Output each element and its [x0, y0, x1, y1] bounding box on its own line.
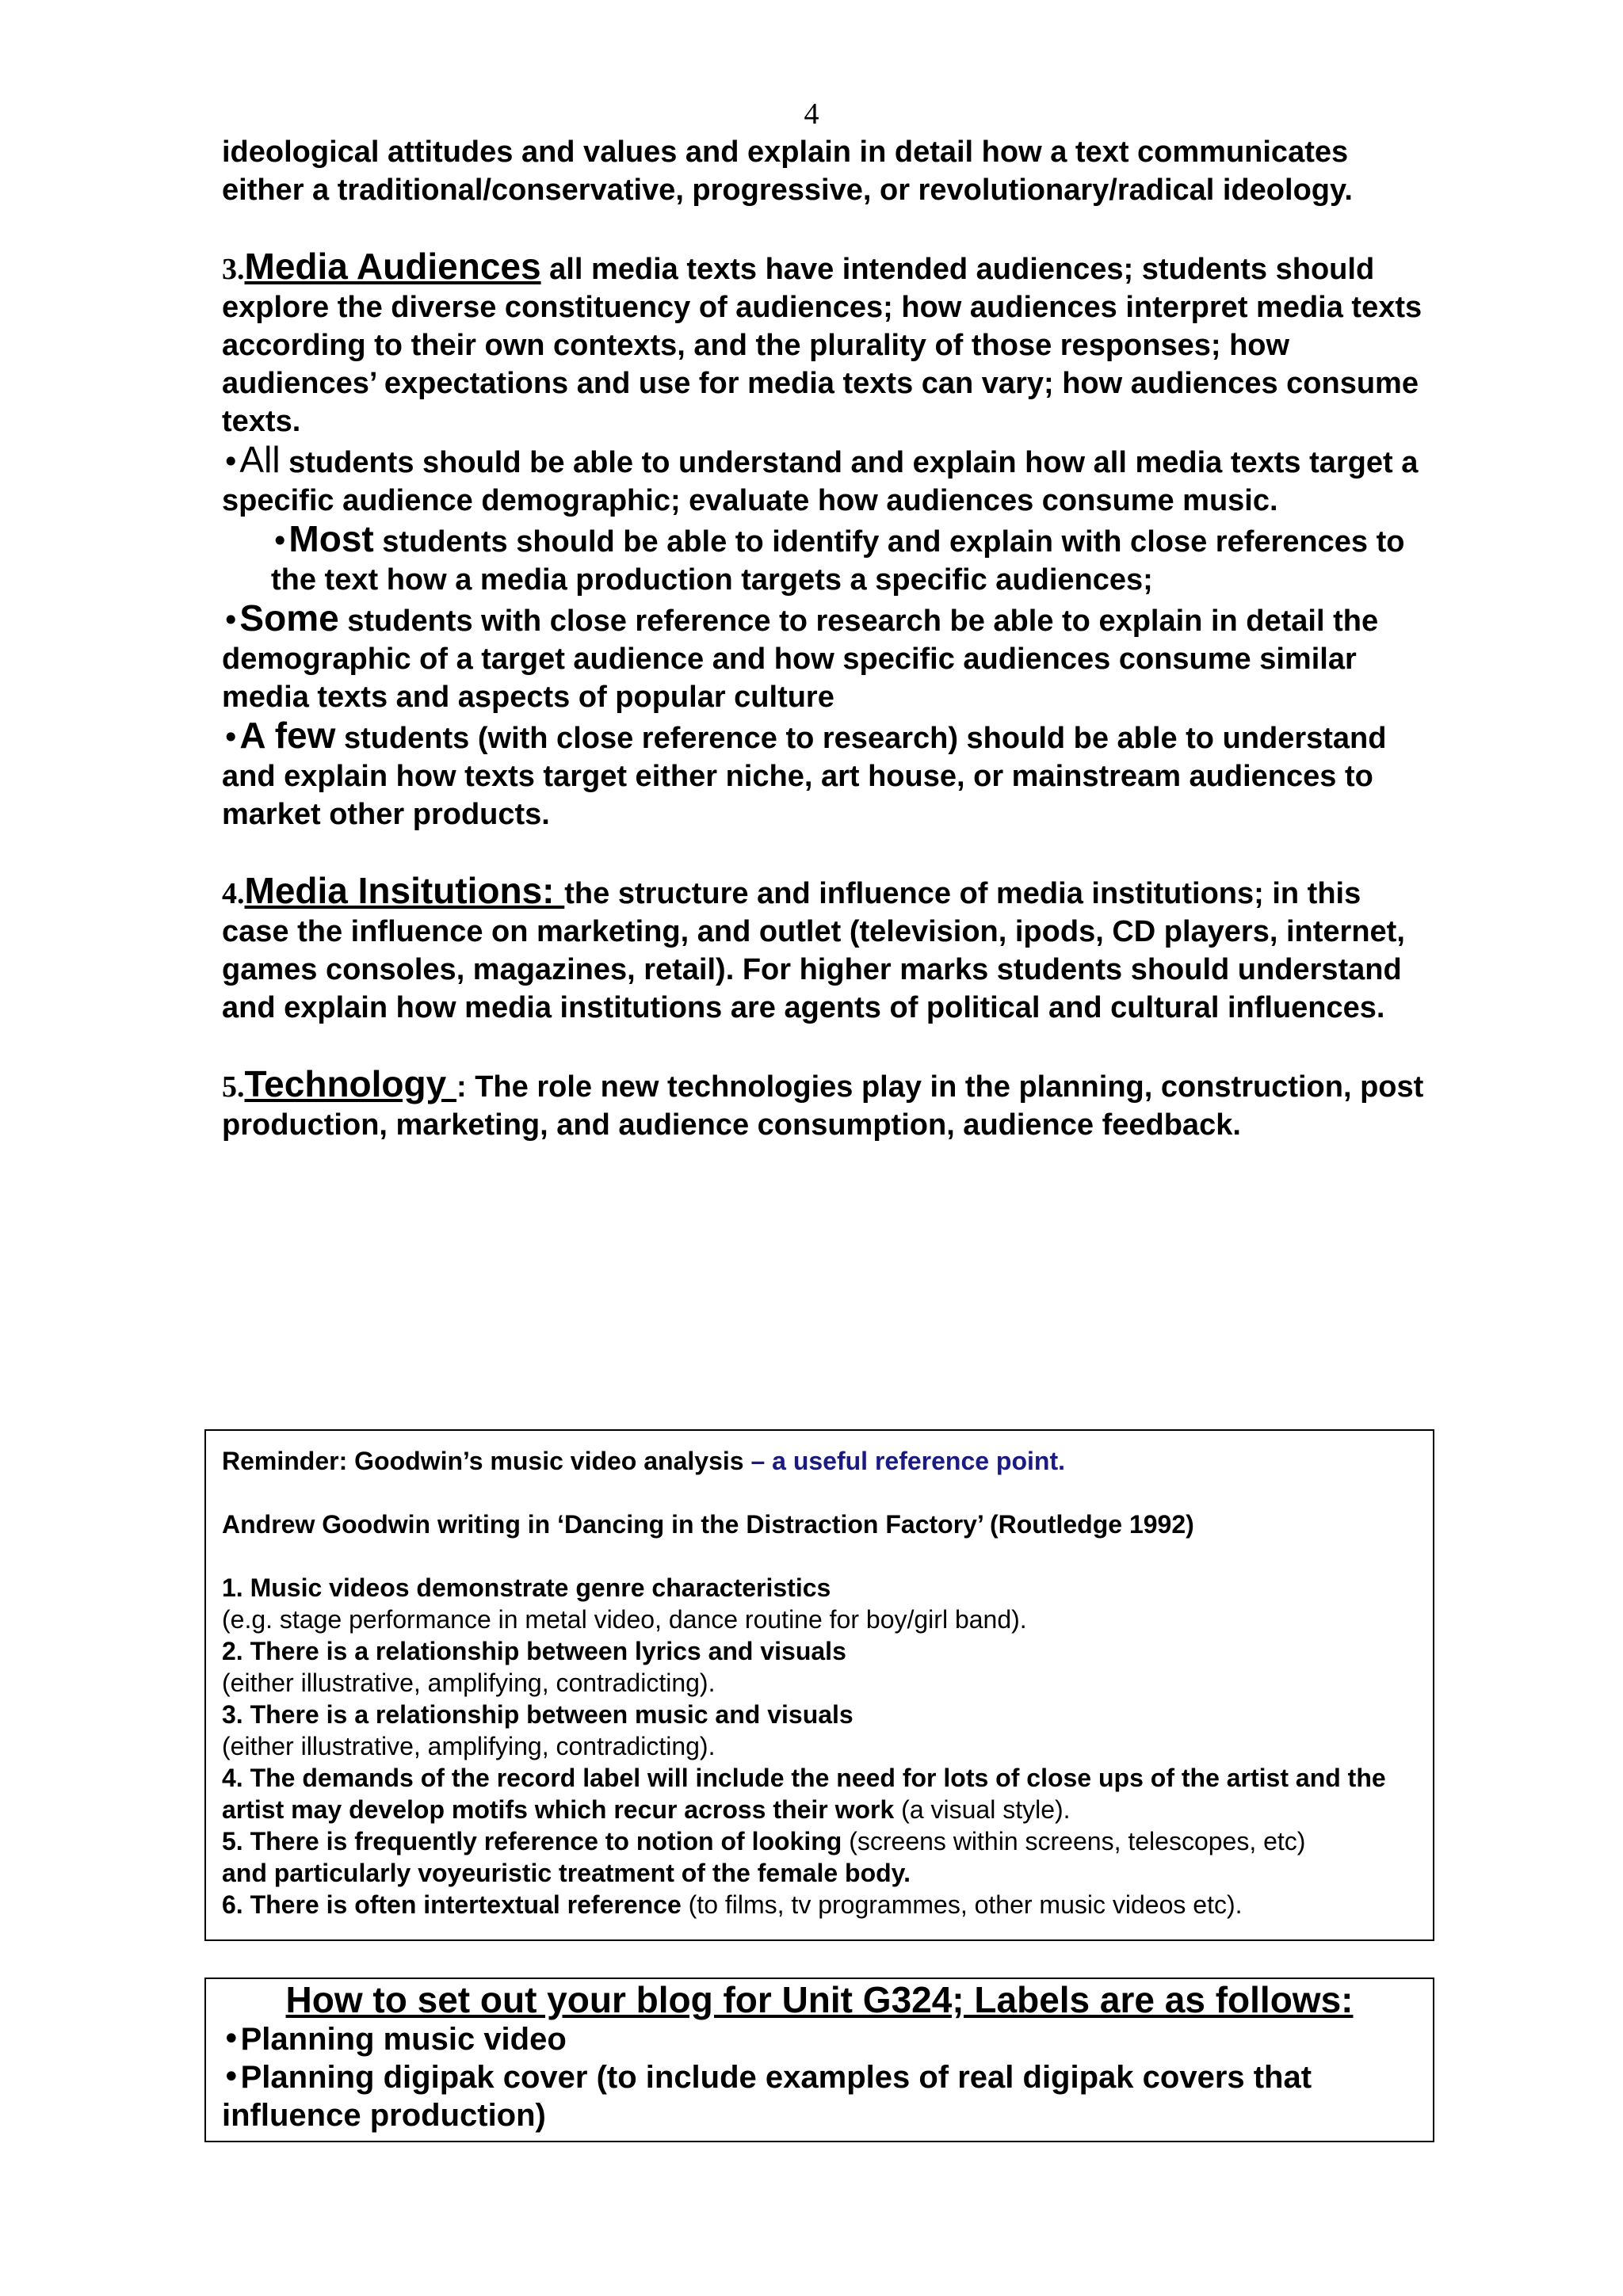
- bullet-lead: A few: [239, 715, 336, 756]
- point-detail: (e.g. stage performance in metal video, dance routine for boy/girl band).: [222, 1605, 1027, 1634]
- section-heading: Technology: [244, 1063, 456, 1104]
- point-detail: (either illustrative, amplifying, contradicting).: [222, 1669, 716, 1697]
- source-line: Andrew Goodwin writing in ‘Dancing in the Distraction Factory’ (Routledge 1992): [222, 1510, 1194, 1539]
- section-number: 3.: [222, 253, 245, 286]
- intro-paragraph: ideological attitudes and values and explain in detail how a text communicates either a traditional/conservative, progressive, or revolutionary/radical ideology.: [222, 135, 1353, 207]
- bullet-icon: •: [222, 2021, 241, 2058]
- point-heading: 2. There is a relationship between lyrics and visuals: [222, 1637, 846, 1665]
- section-text: : The role new technologies play in the planning, construction, post production, marketing, and audience consumption, audience feedback.: [222, 1070, 1424, 1142]
- bullet-icon: •: [222, 444, 240, 479]
- bullet-text: students should be able to understand and explain how all media texts target a specific audience demographic; evaluate how audiences consume music.: [222, 446, 1419, 517]
- point-6: [222, 1889, 1417, 1920]
- point-heading: 1. Music videos demonstrate genre characteristics: [222, 1573, 831, 1602]
- section-number: 5.: [222, 1070, 245, 1104]
- blog-label-text: Planning music video: [240, 2022, 567, 2057]
- blank-line: [222, 1477, 1417, 1508]
- section-text: the structure and influence of media institutions; in this case the influence on marketing, and outlet (television, ipods, CD players, internet, games consoles, magazines, retail). For higher marks students should understand and explain how media institutions are agents of political and cultural influences.: [222, 877, 1405, 1024]
- bullet-icon: •: [222, 720, 240, 755]
- point-heading: 3. There is a relationship between music and visuals: [222, 1700, 854, 1729]
- blank-line: [222, 1540, 1417, 1572]
- blog-labels-box: [204, 1978, 1434, 2142]
- bullet-text: students should be able to identify and explain with close references to the text how a media production targets a specific audiences;: [271, 525, 1405, 597]
- bullet-icon: •: [222, 603, 240, 638]
- blog-label-item: [222, 2058, 1417, 2134]
- section-heading: Media Audiences: [244, 246, 541, 287]
- goodwin-reminder-box: [204, 1429, 1434, 1941]
- bullet-text: students (with close reference to research) should be able to understand and explain how texts target either niche, art house, or mainstream audiences to market other products.: [222, 722, 1387, 831]
- audience-bullet-most: [222, 520, 1426, 599]
- point-detail: (a visual style).: [894, 1795, 1071, 1824]
- reminder-text: Reminder: Goodwin’s music video analysis: [222, 1447, 751, 1475]
- bullet-lead: All: [239, 439, 281, 480]
- audience-bullet-a-few: [222, 716, 1426, 833]
- bullet-icon: •: [222, 2059, 241, 2096]
- section-technology: [222, 1065, 1426, 1144]
- bullet-text: students with close reference to research be able to explain in detail the demographic of a target audience and how specific audiences consume similar media texts and aspects of popular culture: [222, 605, 1379, 714]
- point-detail: (to films, tv programmes, other music videos etc).: [681, 1890, 1243, 1919]
- point-detail: (screens within screens, telescopes, etc): [842, 1827, 1306, 1855]
- point-5: [222, 1825, 1417, 1857]
- main-text: [222, 133, 1426, 1144]
- bullet-lead: Most: [288, 518, 374, 559]
- point-heading: 4. The demands of the record label will include the need for lots of close ups of the artist and the artist may develop motifs which recur across their work: [222, 1764, 1386, 1824]
- section-media-institutions: [222, 871, 1426, 1027]
- blog-label-item: [222, 2020, 1417, 2058]
- point-heading: 6. There is often intertextual reference: [222, 1890, 682, 1919]
- section-number: 4.: [222, 877, 245, 910]
- audience-bullet-some: [222, 599, 1426, 716]
- blog-box-title: How to set out your blog for Unit G324; Labels are as follows:: [285, 1979, 1354, 2020]
- audience-bullet-all: [222, 441, 1426, 520]
- point-detail: (either illustrative, amplifying, contradicting).: [222, 1732, 716, 1760]
- section-text: all media texts have intended audiences; students should explore the diverse constituency of audiences; how audiences interpret media texts according to their own contexts, and the plurality of those responses; how audiences’ expectations and use for media texts can vary; how audiences consume texts.: [222, 253, 1423, 438]
- reminder-highlight: – a useful reference point.: [750, 1447, 1065, 1475]
- point-heading-continued: and particularly voyeuristic treatment of the female body.: [222, 1859, 911, 1887]
- point-4: [222, 1762, 1417, 1825]
- point-heading: 5. There is frequently reference to notion of looking: [222, 1827, 842, 1855]
- reminder-line: [222, 1445, 1417, 1477]
- bullet-lead: Some: [239, 597, 339, 639]
- page-number: 4: [804, 97, 819, 131]
- blog-label-text: Planning digipak cover (to include examples of real digipak covers that influence production): [222, 2060, 1312, 2133]
- section-media-audiences: [222, 247, 1426, 441]
- section-heading: Media Insitutions:: [244, 870, 565, 911]
- bullet-icon: •: [271, 524, 289, 559]
